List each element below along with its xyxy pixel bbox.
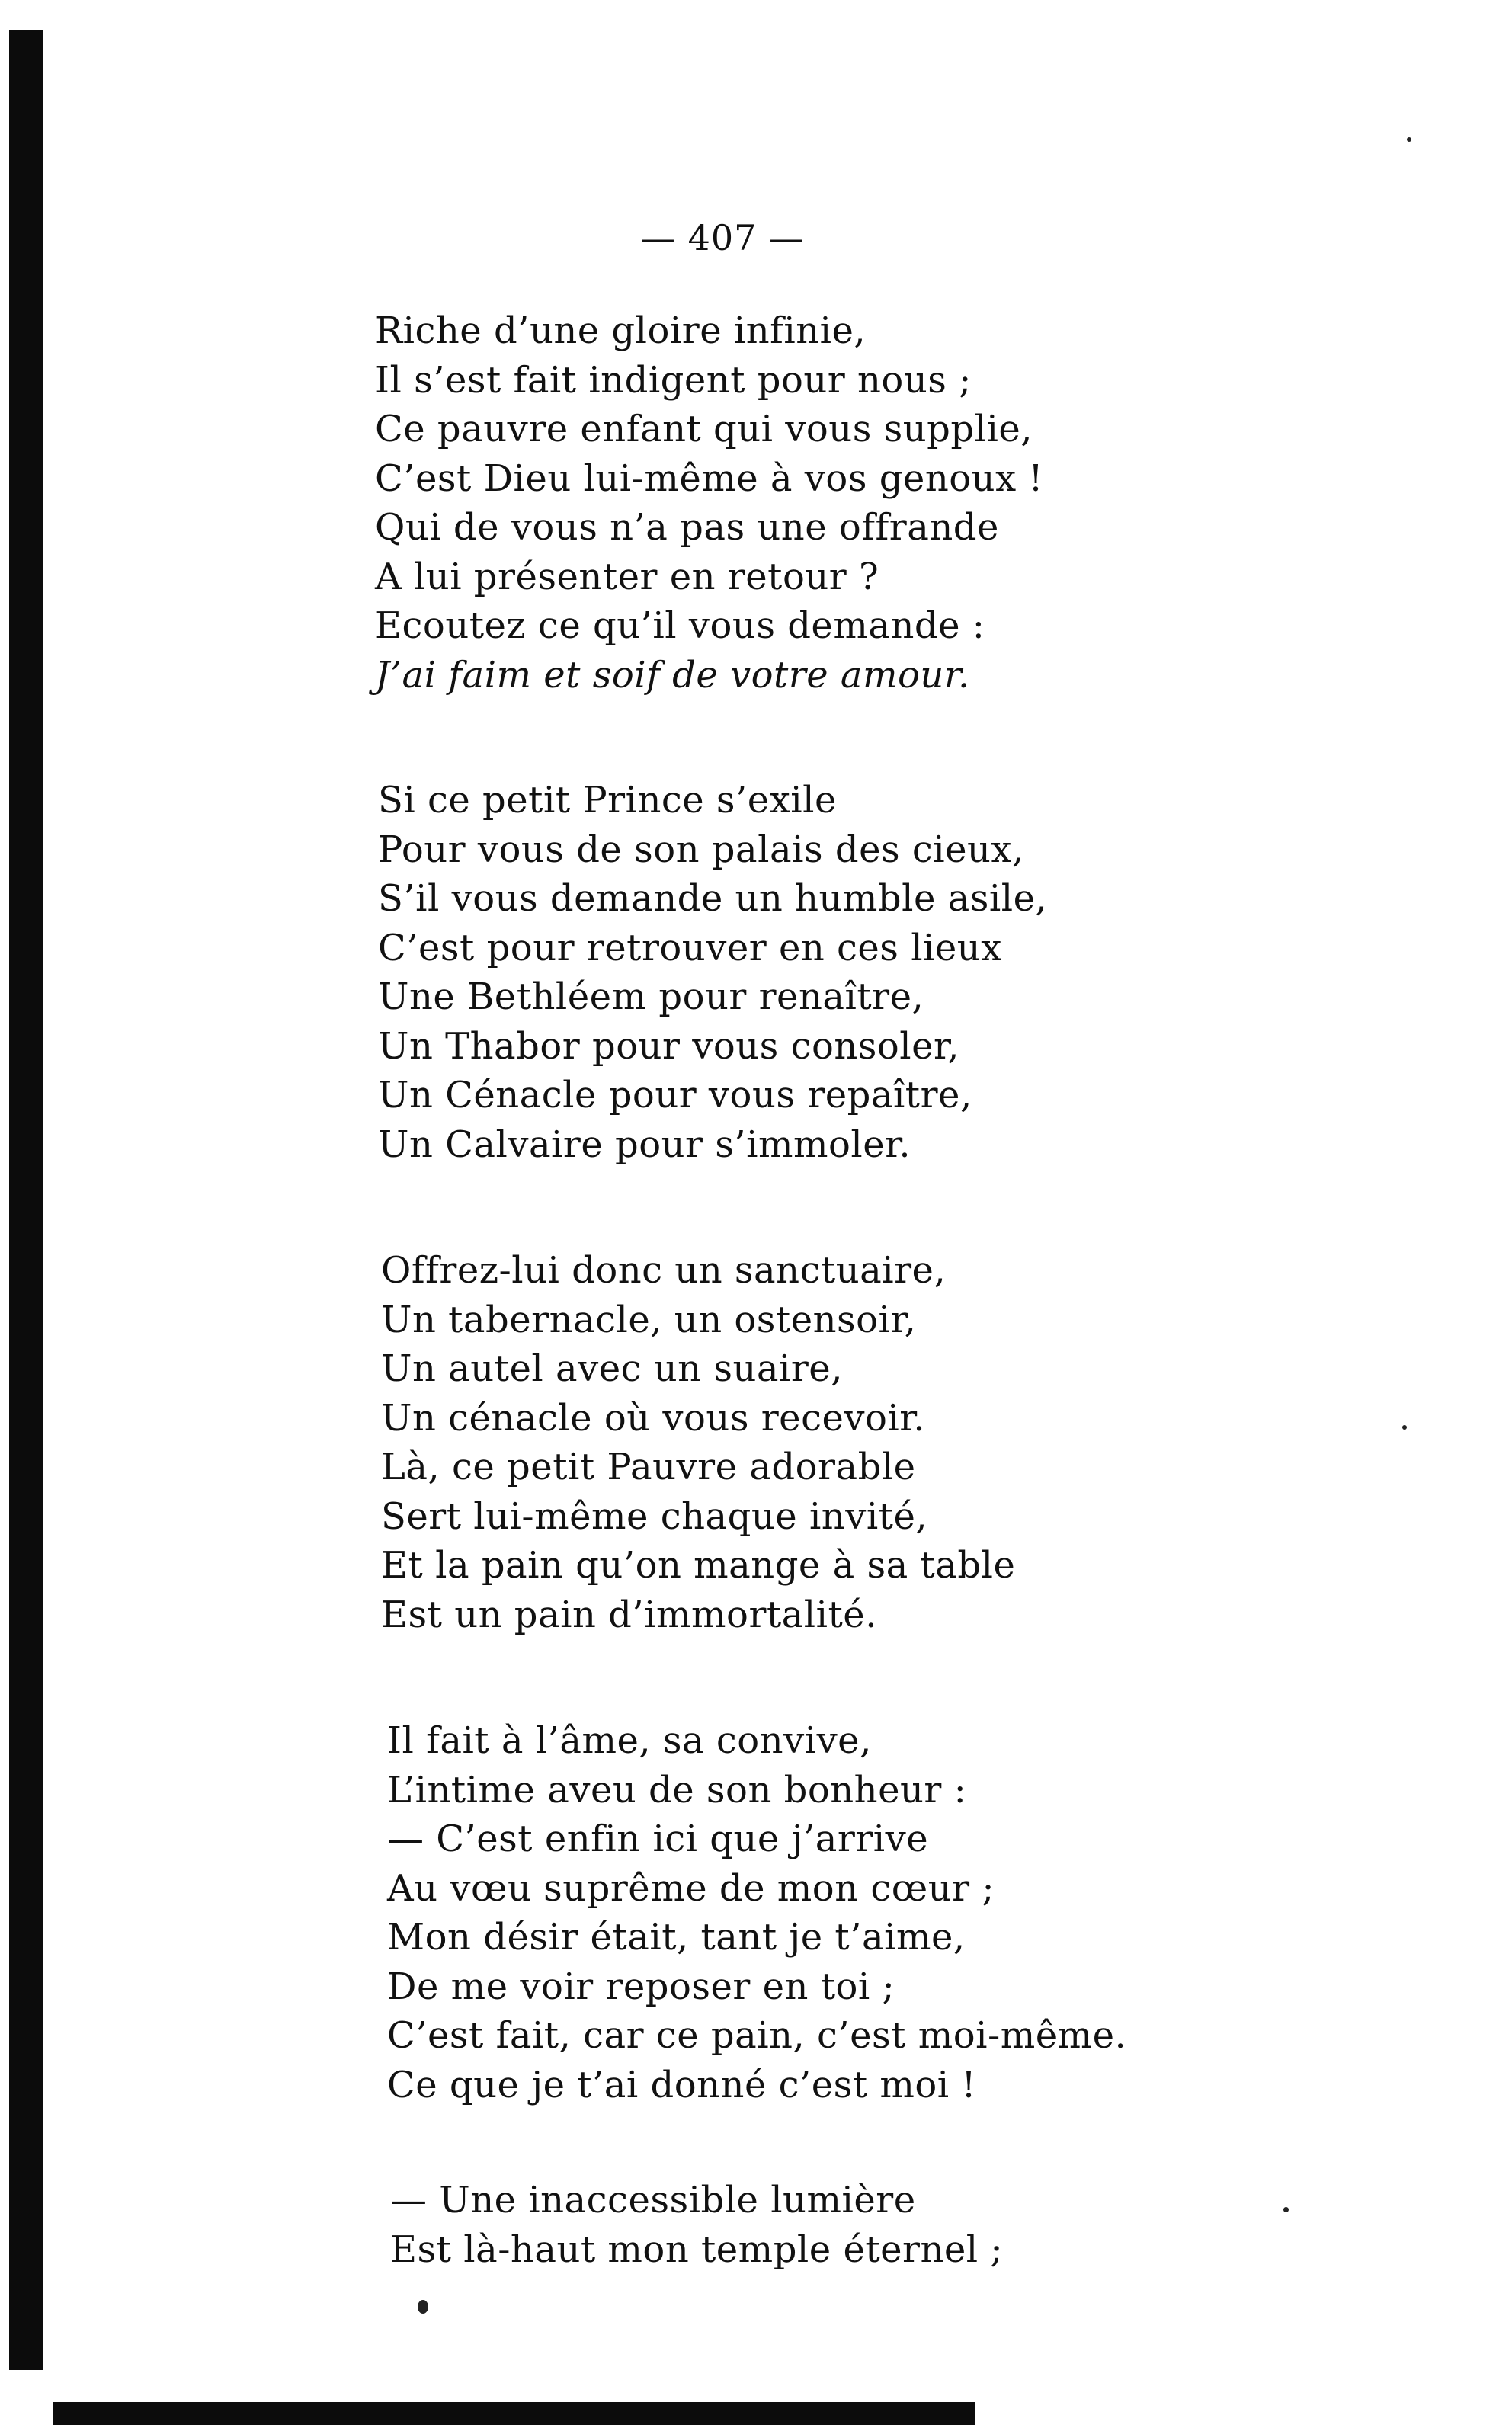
- verse-line: Une Bethléem pour renaître,: [378, 975, 924, 1018]
- verse-line-italic: J’ai faim et soif de votre amour.: [375, 653, 970, 697]
- verse-line: Riche d’une gloire infinie,: [375, 309, 867, 352]
- stanza-4: [387, 1716, 1126, 2109]
- ink-speck: [418, 2300, 428, 2314]
- verse-line: Et la pain qu’on mange à sa table: [381, 1544, 1016, 1587]
- verse-line: Il fait à l’âme, sa convive,: [387, 1719, 872, 1762]
- verse-line: — C’est enfin ici que j’arrive: [387, 1818, 929, 1860]
- verse-line: Si ce petit Prince s’exile: [378, 779, 837, 822]
- ink-speck: [1407, 137, 1411, 142]
- verse-line: C’est Dieu lui-même à vos genoux !: [375, 456, 1044, 500]
- verse-line: C’est fait, car ce pain, c’est moi-même.: [387, 2014, 1127, 2057]
- verse-line: Un Cénacle pour vous repaître,: [378, 1074, 972, 1116]
- verse-line: L’intime aveu de son bonheur :: [387, 1768, 967, 1811]
- verse-line: Sert lui-même chaque invité,: [381, 1494, 928, 1538]
- verse-line: Un cénacle où vous recevoir.: [381, 1396, 926, 1440]
- verse-line: Ecoutez ce qu’il vous demande :: [375, 604, 985, 647]
- verse-line: A lui présenter en retour ?: [375, 555, 879, 598]
- verse-line: Mon désir était, tant je t’aime,: [387, 1916, 966, 1959]
- verse-line: Un Calvaire pour s’immoler.: [378, 1123, 911, 1166]
- stanza-5: [390, 2176, 1003, 2274]
- verse-line: Ce que je t’ai donné c’est moi !: [387, 2063, 977, 2106]
- binding-edge-shadow: [9, 30, 43, 2370]
- verse-line: Il s’est fait indigent pour nous ;: [375, 358, 972, 402]
- stanza-3: [381, 1246, 1015, 1639]
- verse-line: — Une inaccessible lumière: [390, 2179, 916, 2221]
- verse-line: Un autel avec un suaire,: [381, 1347, 843, 1390]
- page-number: — 407 —: [640, 217, 806, 258]
- stanza-2: [378, 776, 1047, 1169]
- stanza-1: [375, 306, 1043, 700]
- ink-speck: [1402, 1425, 1407, 1430]
- ink-speck: [1283, 2207, 1289, 2212]
- verse-line: Un Thabor pour vous consoler,: [378, 1024, 959, 1068]
- verse-line: Offrez-lui donc un sanctuaire,: [381, 1249, 947, 1292]
- verse-line: De me voir reposer en toi ;: [387, 1965, 895, 2008]
- verse-line: Là, ce petit Pauvre adorable: [381, 1446, 916, 1488]
- verse-line: Ce pauvre enfant qui vous supplie,: [375, 408, 1033, 450]
- verse-line: Est un pain d’immortalité.: [381, 1593, 877, 1636]
- verse-line: Qui de vous n’a pas une offrande: [375, 506, 999, 549]
- verse-line: Un tabernacle, un ostensoir,: [381, 1298, 917, 1341]
- bottom-scan-edge: [53, 2402, 975, 2425]
- verse-line: Pour vous de son palais des cieux,: [378, 828, 1024, 871]
- verse-line: C’est pour retrouver en ces lieux: [378, 926, 1002, 969]
- verse-line: Est là-haut mon temple éternel ;: [390, 2228, 1004, 2271]
- verse-line: S’il vous demande un humble asile,: [378, 877, 1048, 920]
- verse-line: Au vœu suprême de mon cœur ;: [387, 1866, 995, 1910]
